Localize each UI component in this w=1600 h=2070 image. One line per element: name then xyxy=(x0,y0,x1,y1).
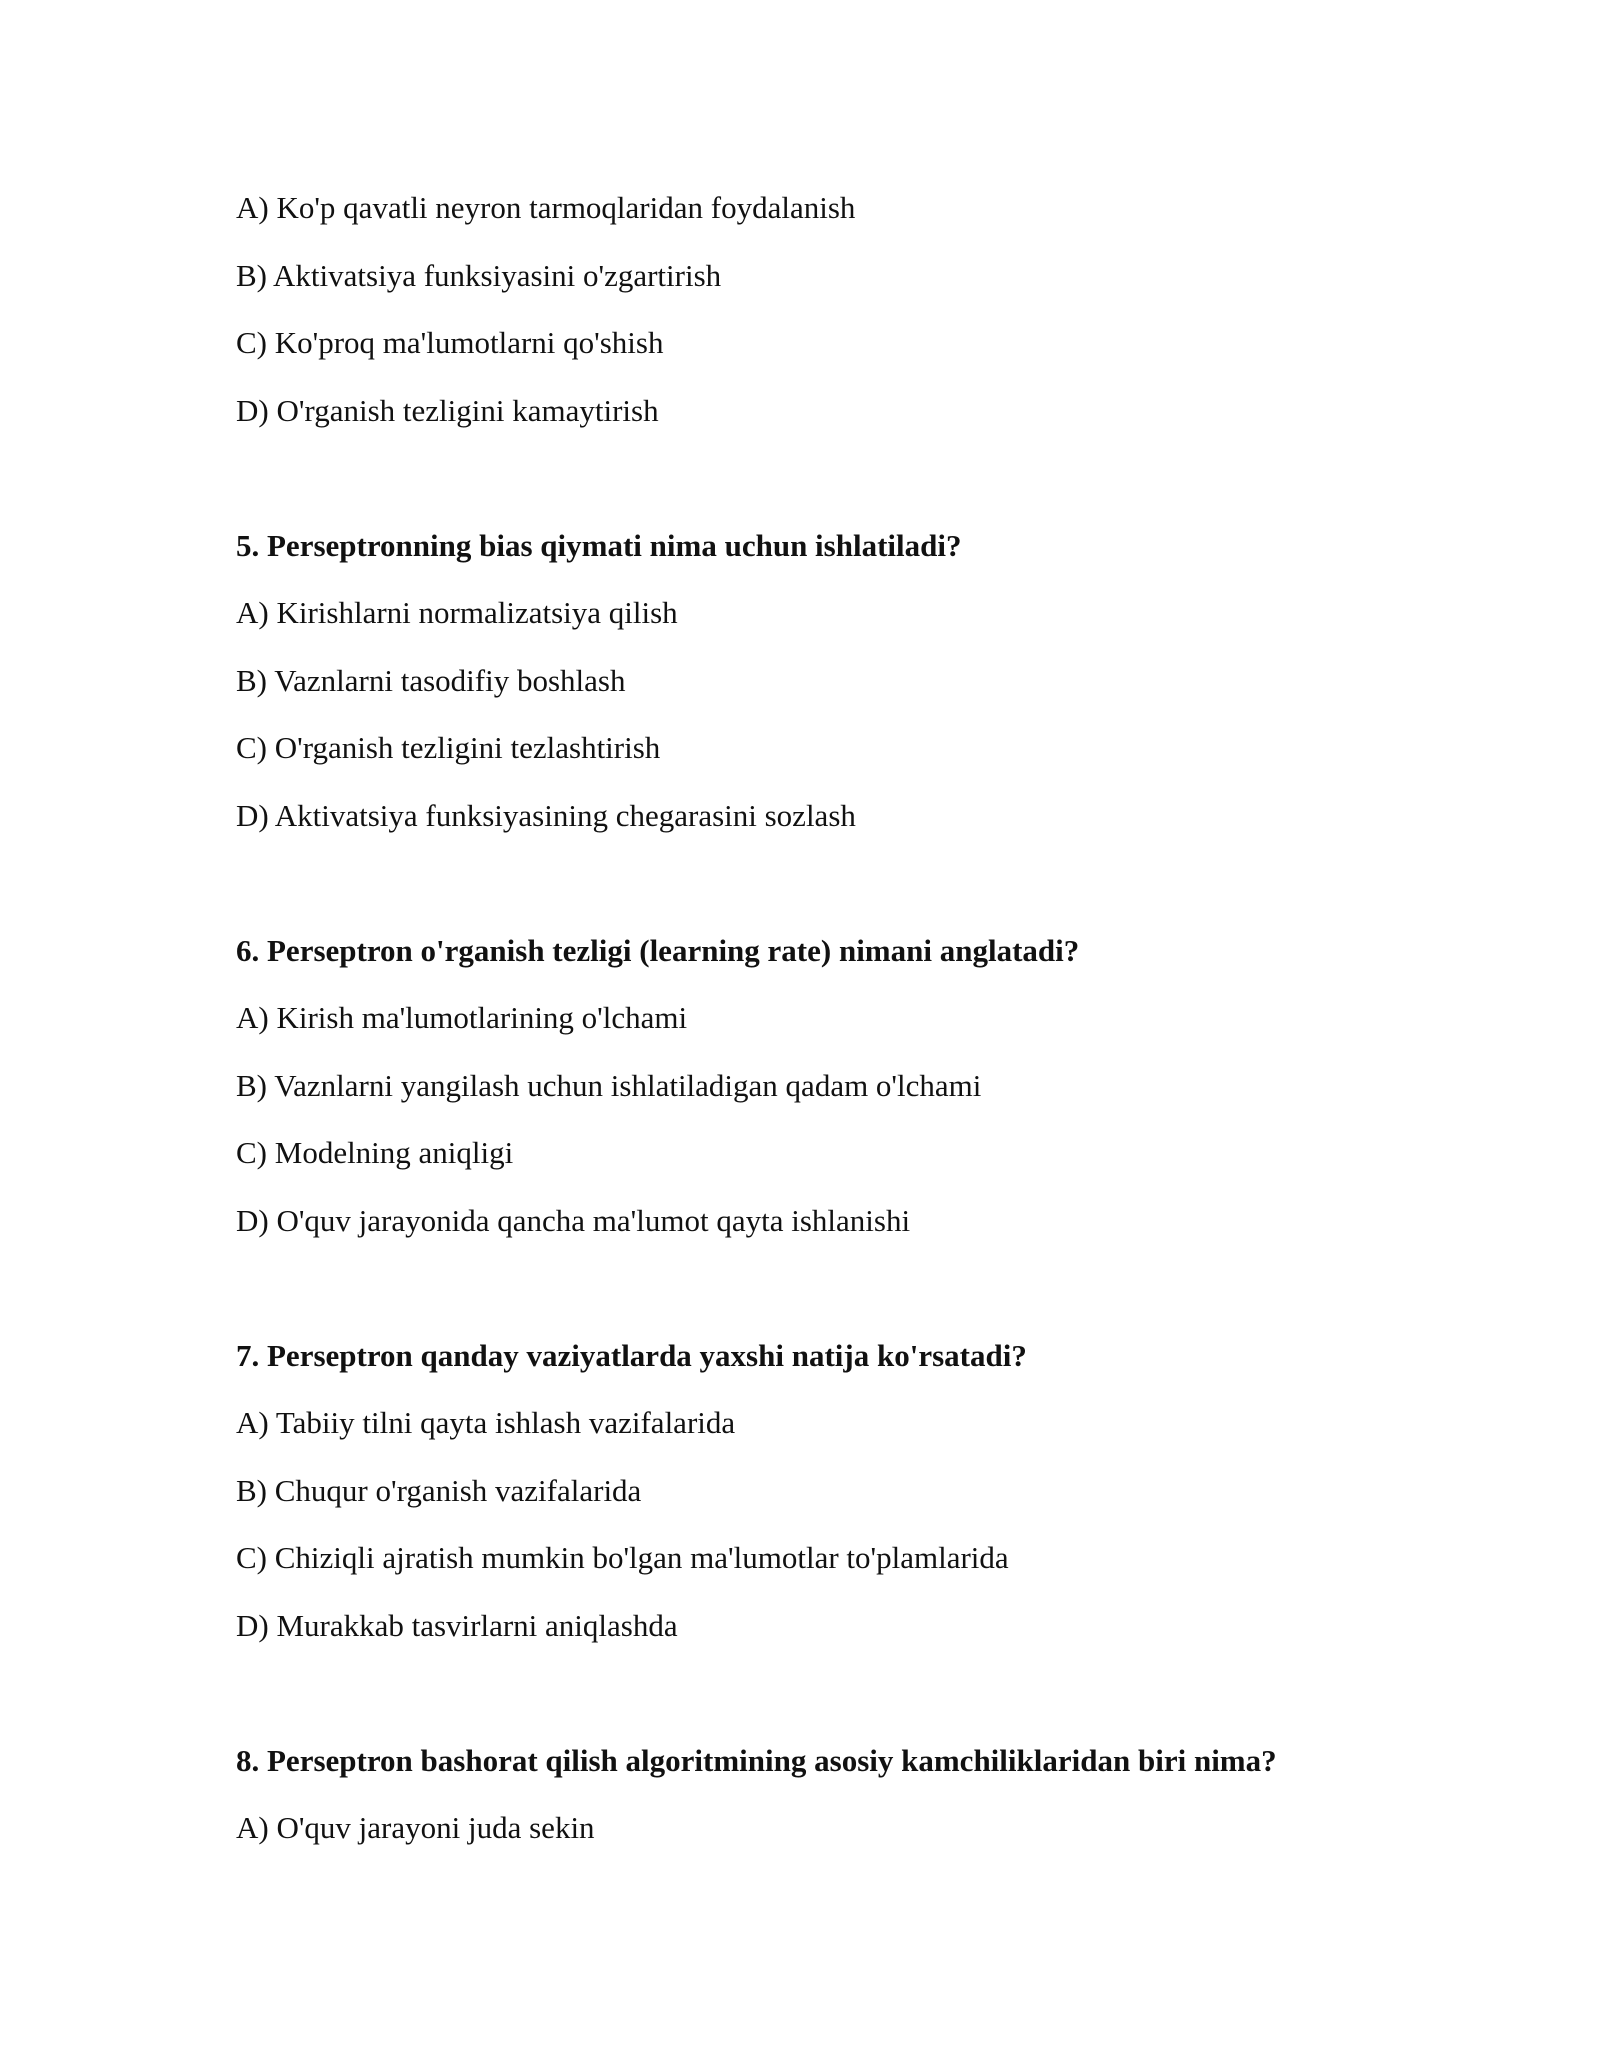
question-6-title: 6. Perseptron o'rganish tezligi (learning rate) nimani anglatadi? xyxy=(236,933,1080,968)
option-a: A) Kirishlarni normalizatsiya qilish xyxy=(236,595,678,630)
option-b: B) Vaznlarni yangilash uchun ishlatiladigan qadam o'lchami xyxy=(236,1068,982,1103)
option-d: D) O'quv jarayonida qancha ma'lumot qayta ishlanishi xyxy=(236,1203,911,1238)
option-a: A) Ko'p qavatli neyron tarmoqlaridan foydalanish xyxy=(236,190,856,225)
option-a: A) Kirish ma'lumotlarining o'lchami xyxy=(236,1000,688,1035)
question-7-title: 7. Perseptron qanday vaziyatlarda yaxshi natija ko'rsatadi? xyxy=(236,1338,1027,1373)
option-c: C) O'rganish tezligini tezlashtirish xyxy=(236,730,661,765)
option-d: D) Aktivatsiya funksiyasining chegarasini sozlash xyxy=(236,798,856,833)
option-d: D) Murakkab tasvirlarni aniqlashda xyxy=(236,1608,678,1643)
option-c: C) Ko'proq ma'lumotlarni qo'shish xyxy=(236,325,664,360)
option-a: A) O'quv jarayoni juda sekin xyxy=(236,1810,595,1845)
option-b: B) Chuqur o'rganish vazifalarida xyxy=(236,1473,642,1508)
option-d: D) O'rganish tezligini kamaytirish xyxy=(236,393,659,428)
question-5-title: 5. Perseptronning bias qiymati nima uchun ishlatiladi? xyxy=(236,528,962,563)
option-b: B) Vaznlarni tasodifiy boshlash xyxy=(236,663,626,698)
option-a: A) Tabiiy tilni qayta ishlash vazifalarida xyxy=(236,1405,736,1440)
option-c: C) Chiziqli ajratish mumkin bo'lgan ma'lumotlar to'plamlarida xyxy=(236,1540,1009,1575)
option-b: B) Aktivatsiya funksiyasini o'zgartirish xyxy=(236,258,722,293)
question-8-title: 8. Perseptron bashorat qilish algoritmining asosiy kamchiliklaridan biri nima? xyxy=(236,1743,1277,1778)
option-c: C) Modelning aniqligi xyxy=(236,1135,514,1170)
